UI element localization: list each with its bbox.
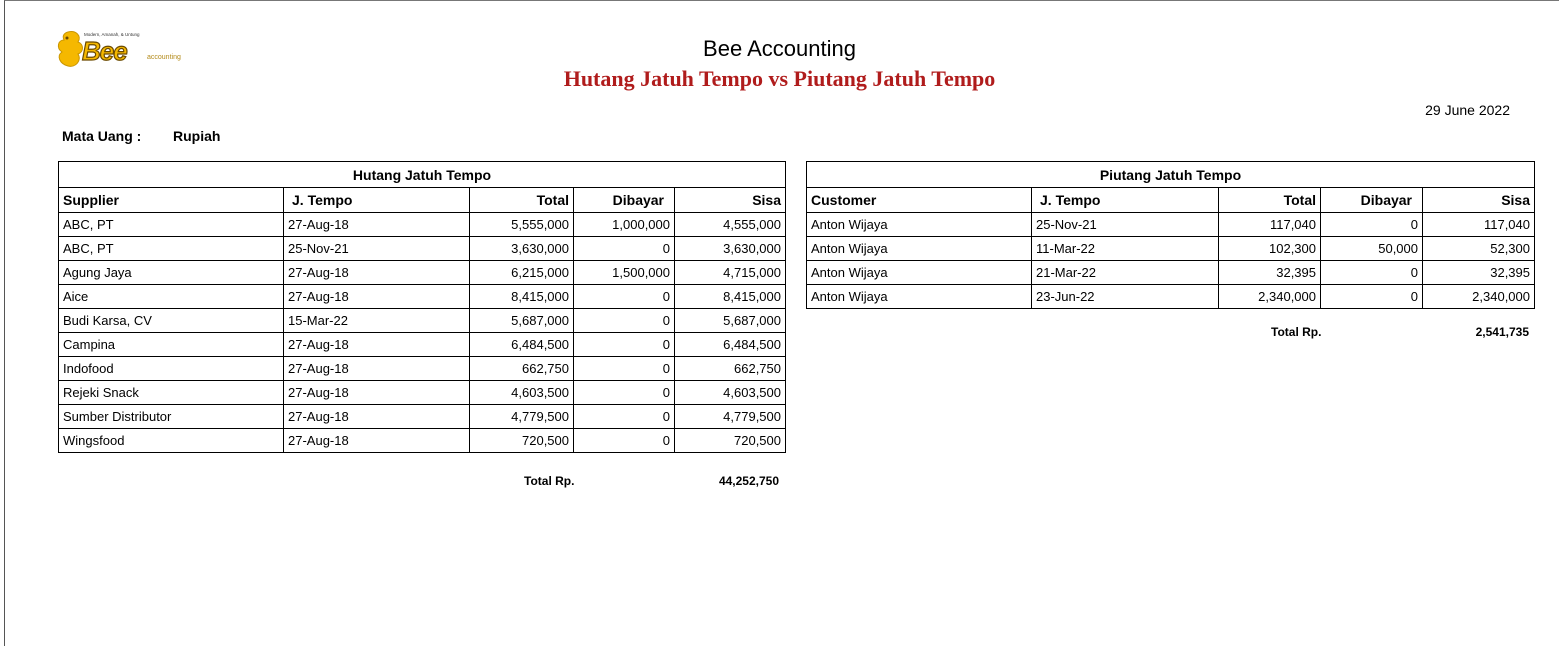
cell-sisa: 662,750 (675, 357, 786, 381)
column-header-dibayar: Dibayar (574, 188, 675, 213)
table-row (807, 213, 1535, 237)
currency-label: Mata Uang : (62, 128, 142, 144)
cell-total: 8,415,000 (470, 285, 574, 309)
cell-jtempo: 11-Mar-22 (1032, 237, 1219, 261)
piutang-section-title: Piutang Jatuh Tempo (807, 162, 1535, 188)
piutang-total-value: 2,541,735 (1475, 325, 1529, 339)
cell-sisa: 32,395 (1423, 261, 1535, 285)
cell-supplier: Rejeki Snack (59, 381, 284, 405)
cell-supplier: Indofood (59, 357, 284, 381)
table-row (59, 261, 786, 285)
currency-info (62, 128, 220, 144)
table-row (59, 357, 786, 381)
cell-total: 2,340,000 (1219, 285, 1321, 309)
cell-jtempo: 27-Aug-18 (284, 261, 470, 285)
cell-sisa: 117,040 (1423, 213, 1535, 237)
cell-dibayar: 0 (574, 333, 675, 357)
table-row (59, 309, 786, 333)
report-date: 29 June 2022 (1425, 102, 1510, 118)
cell-dibayar: 50,000 (1321, 237, 1423, 261)
cell-dibayar: 1,500,000 (574, 261, 675, 285)
cell-total: 720,500 (470, 429, 574, 453)
cell-supplier: Wingsfood (59, 429, 284, 453)
cell-jtempo: 23-Jun-22 (1032, 285, 1219, 309)
cell-jtempo: 27-Aug-18 (284, 285, 470, 309)
cell-jtempo: 21-Mar-22 (1032, 261, 1219, 285)
cell-dibayar: 1,000,000 (574, 213, 675, 237)
hutang-column-headers (59, 188, 786, 213)
cell-jtempo: 27-Aug-18 (284, 381, 470, 405)
cell-dibayar: 0 (1321, 213, 1423, 237)
cell-supplier: ABC, PT (59, 237, 284, 261)
cell-dibayar: 0 (574, 405, 675, 429)
cell-total: 662,750 (470, 357, 574, 381)
table-row (807, 261, 1535, 285)
cell-sisa: 4,779,500 (675, 405, 786, 429)
cell-total: 117,040 (1219, 213, 1321, 237)
cell-sisa: 5,687,000 (675, 309, 786, 333)
cell-total: 5,555,000 (470, 213, 574, 237)
cell-jtempo: 27-Aug-18 (284, 357, 470, 381)
table-row (59, 429, 786, 453)
cell-dibayar: 0 (1321, 285, 1423, 309)
cell-dibayar: 0 (574, 357, 675, 381)
cell-total: 4,603,500 (470, 381, 574, 405)
cell-jtempo: 27-Aug-18 (284, 405, 470, 429)
column-header-jtempo: J. Tempo (284, 188, 470, 213)
cell-customer: Anton Wijaya (807, 261, 1032, 285)
column-header-dibayar: Dibayar (1321, 188, 1423, 213)
column-header-total: Total (470, 188, 574, 213)
cell-dibayar: 0 (574, 381, 675, 405)
piutang-column-headers (807, 188, 1535, 213)
cell-jtempo: 25-Nov-21 (1032, 213, 1219, 237)
cell-dibayar: 0 (574, 429, 675, 453)
table-row (59, 213, 786, 237)
cell-jtempo: 15-Mar-22 (284, 309, 470, 333)
column-header-jtempo: J. Tempo (1032, 188, 1219, 213)
table-row (59, 285, 786, 309)
piutang-total-label: Total Rp. (1271, 325, 1322, 339)
cell-customer: Anton Wijaya (807, 285, 1032, 309)
cell-jtempo: 27-Aug-18 (284, 429, 470, 453)
cell-dibayar: 0 (1321, 261, 1423, 285)
table-row (807, 285, 1535, 309)
cell-customer: Anton Wijaya (807, 237, 1032, 261)
piutang-table (806, 161, 1535, 309)
table-row (59, 381, 786, 405)
hutang-total-value: 44,252,750 (718, 474, 779, 488)
cell-dibayar: 0 (574, 285, 675, 309)
cell-supplier: Budi Karsa, CV (59, 309, 284, 333)
cell-supplier: Campina (59, 333, 284, 357)
table-row (59, 333, 786, 357)
cell-sisa: 4,715,000 (675, 261, 786, 285)
cell-sisa: 52,300 (1423, 237, 1535, 261)
cell-total: 4,779,500 (470, 405, 574, 429)
cell-total: 3,630,000 (470, 237, 574, 261)
report-title: Hutang Jatuh Tempo vs Piutang Jatuh Tempo (563, 66, 996, 91)
logo-wordmark: Bee (82, 36, 127, 66)
currency-value: Rupiah (173, 128, 221, 144)
cell-dibayar: 0 (574, 309, 675, 333)
column-header-supplier: Supplier (59, 188, 284, 213)
logo-tagline: Modern, Amanah, & Untung (84, 32, 140, 37)
cell-total: 5,687,000 (470, 309, 574, 333)
cell-total: 6,484,500 (470, 333, 574, 357)
column-header-sisa: Sisa (1423, 188, 1535, 213)
cell-supplier: Aice (59, 285, 284, 309)
cell-sisa: 3,630,000 (675, 237, 786, 261)
cell-supplier: Agung Jaya (59, 261, 284, 285)
cell-total: 102,300 (1219, 237, 1321, 261)
cell-sisa: 4,555,000 (675, 213, 786, 237)
cell-total: 6,215,000 (470, 261, 574, 285)
column-header-customer: Customer (807, 188, 1032, 213)
table-row (59, 405, 786, 429)
table-row (807, 237, 1535, 261)
hutang-section-title: Hutang Jatuh Tempo (59, 162, 786, 188)
company-name: Bee Accounting (703, 36, 856, 61)
cell-dibayar: 0 (574, 237, 675, 261)
cell-sisa: 2,340,000 (1423, 285, 1535, 309)
column-header-total: Total (1219, 188, 1321, 213)
cell-jtempo: 25-Nov-21 (284, 237, 470, 261)
logo-subtitle: accounting (147, 54, 181, 61)
cell-supplier: ABC, PT (59, 213, 284, 237)
cell-sisa: 6,484,500 (675, 333, 786, 357)
cell-sisa: 720,500 (675, 429, 786, 453)
cell-sisa: 4,603,500 (675, 381, 786, 405)
hutang-total-label: Total Rp. (524, 474, 575, 488)
cell-sisa: 8,415,000 (675, 285, 786, 309)
cell-supplier: Sumber Distributor (59, 405, 284, 429)
table-row (59, 237, 786, 261)
column-header-sisa: Sisa (675, 188, 786, 213)
cell-total: 32,395 (1219, 261, 1321, 285)
cell-jtempo: 27-Aug-18 (284, 333, 470, 357)
cell-jtempo: 27-Aug-18 (284, 213, 470, 237)
cell-customer: Anton Wijaya (807, 213, 1032, 237)
hutang-table (58, 161, 786, 453)
